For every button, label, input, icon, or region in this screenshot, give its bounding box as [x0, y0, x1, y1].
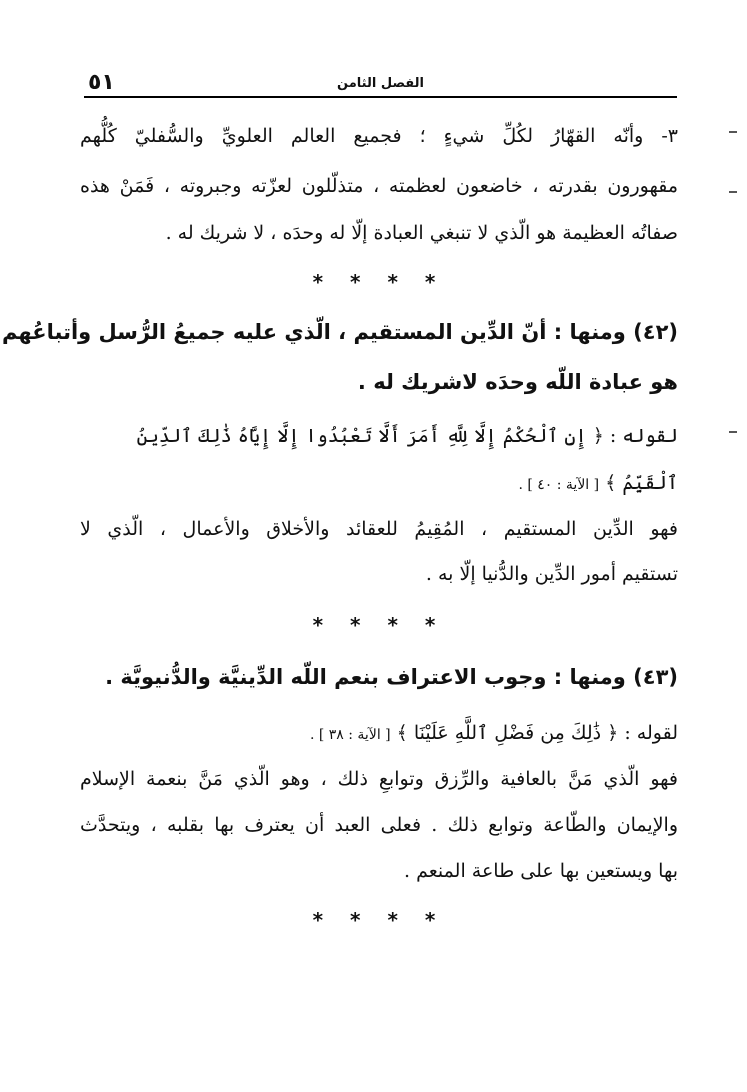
paragraph-line: فهو الدِّين المستقيم ، المُقِيمُ للعقائد والأخلاق والأعمال ، الّذي لا: [80, 518, 678, 540]
paragraph-line: فهو الّذي مَنَّ بالعافية والرِّزق وتوابعِ ذلك ، وهو الّذي مَنَّ بنعمة الإسلام: [80, 768, 678, 790]
verse-reference: [ الآية : ٤٠ ] .: [518, 477, 600, 493]
paragraph-line: ٣- وأنّه القهّارُ لكُلِّ شيءٍ ؛ فجميع العالم العلويِّ والسُّفليّ كُلُّهم: [80, 125, 678, 147]
quran-quote-line: [80, 425, 678, 447]
margin-mark: [729, 431, 737, 433]
page-number: ٥١: [88, 70, 115, 95]
page-header: [84, 70, 677, 98]
section-separator: * * * *: [312, 908, 446, 932]
running-title: الفصل الثامن: [337, 76, 424, 91]
quran-verse: ﴿ ذَٰلِكَ مِن فَضْلِ ٱللَّهِ عَلَيْنَا ﴾: [396, 722, 619, 744]
quote-label: لقوله :: [624, 722, 678, 744]
verse-reference: [ الآية : ٣٨ ] .: [309, 727, 391, 743]
quote-label: لقوله :: [609, 425, 678, 447]
section-heading: (٤٢) ومنها : أنّ الدِّين المستقيم ، الّذي عليه جميعُ الرُّسل وأتباعُهم: [1, 320, 678, 344]
quran-verse: ٱلْقَيِّمُ ﴾: [605, 472, 678, 494]
paragraph-line: والإيمان والطّاعة وتوابع ذلك . فعلى العبد أن يعترف بها بقلبه ، ويتحدَّث: [80, 814, 678, 836]
paragraph-line: مقهورون بقدرته ، خاضعون لعظمته ، متذلّلون لعزّته وجبروته ، فَمَنْ هذه: [80, 175, 678, 197]
section-separator: * * * *: [312, 270, 446, 294]
margin-mark: [729, 131, 737, 133]
quran-quote-line: [80, 722, 678, 744]
paragraph-line: تستقيم أمور الدِّين والدُّنيا إلّا به .: [425, 563, 678, 585]
section-heading: (٤٣) ومنها : وجوب الاعتراف بنعم اللّه الدِّينيَّة والدُّنيويَّة .: [105, 665, 678, 689]
quran-quote-line: [80, 472, 678, 494]
margin-mark: [729, 191, 737, 193]
paragraph-line: صفاتُه العظيمة هو الّذي لا تنبغي العبادة إلّا له وحدَه ، لا شريك له .: [165, 222, 678, 244]
paragraph-line: بها ويستعين بها على طاعة المنعم .: [404, 860, 678, 882]
quran-verse: ﴿ إِنِ ٱلْحُكْمُ إِلَّا لِلَّهِ أَمَرَ أَلَّا تَعْبُدُوا إِلَّا إِيَّاهُ ذَٰلِكَ ٱلدِّينُ: [136, 425, 604, 447]
section-separator: * * * *: [312, 613, 446, 637]
section-heading: هو عبادة اللّه وحدَه لاشريك له .: [357, 370, 678, 394]
